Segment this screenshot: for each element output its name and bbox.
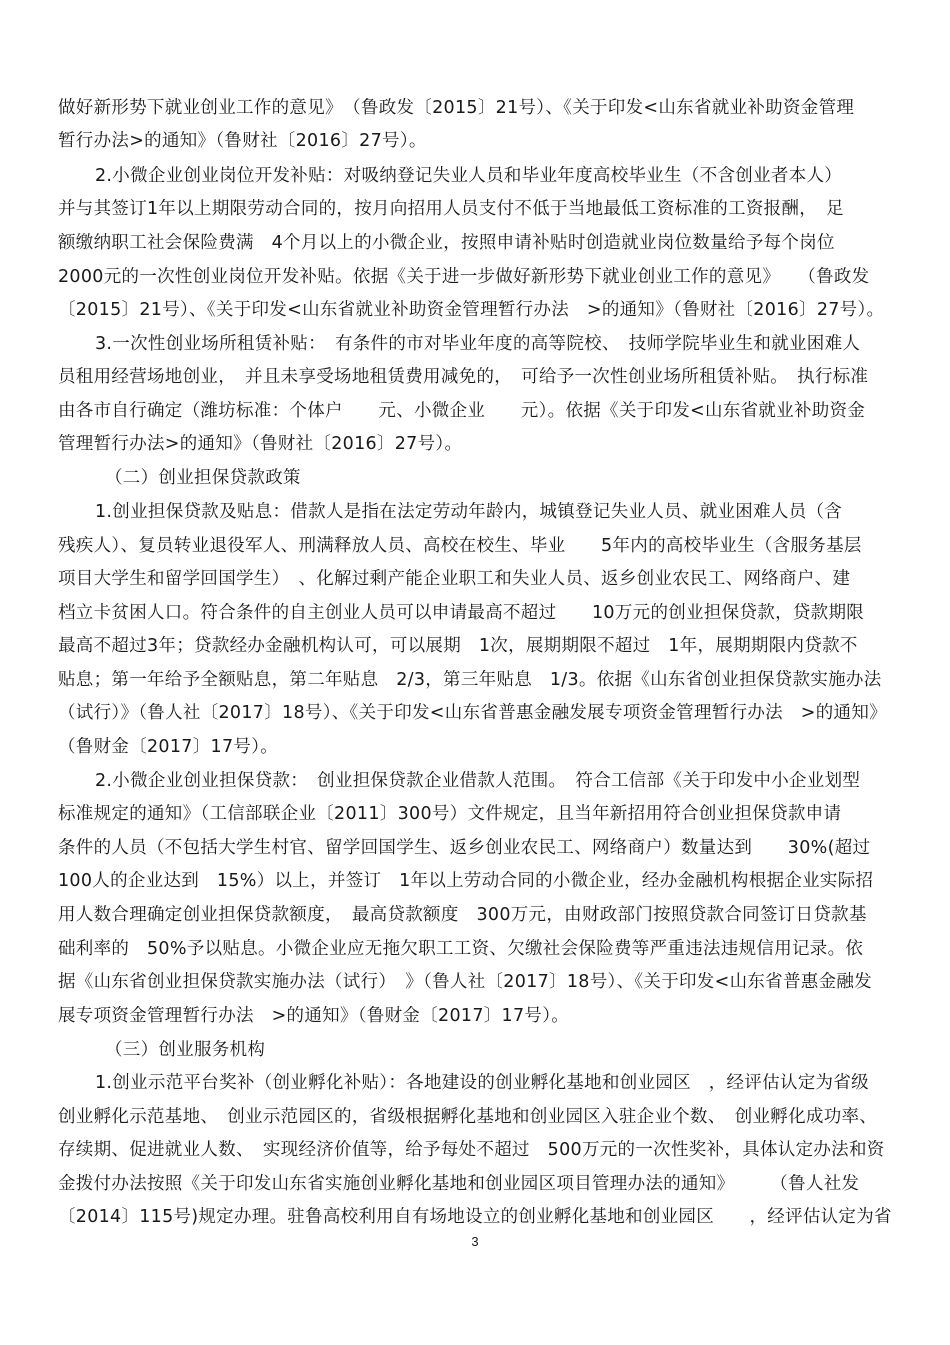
text-line: 2000元的一次性创业岗位开发补贴。依据《关于进一步做好新形势下就业创业工作的意见》 （鲁政发	[58, 267, 870, 287]
text-line: 额缴纳职工社会保险费满 4个月以上的小微企业，按照申请补贴时创造就业岗位数量给予每个岗位	[58, 233, 835, 253]
text-line: 档立卡贫困人口。符合条件的自主创业人员可以申请最高不超过 10万元的创业担保贷款，贷款期限	[58, 603, 865, 623]
text-line: 1.创业示范平台奖补（创业孵化补贴）：各地建设的创业孵化基地和创业园区 ，经评估认定为省级	[95, 1073, 869, 1093]
text-line: 2.小微企业创业担保贷款： 创业担保贷款企业借款人范围。 符合工信部《关于印发中小企业划型	[95, 771, 861, 791]
text-line: 存续期、促进就业人数、 实现经济价值等，给予每处不超过 500万元的一次性奖补，具体认定办法和资	[58, 1140, 885, 1160]
text-line: 展专项资金管理暂行办法 >的通知》（鲁财金〔2017〕17号）。	[58, 1006, 570, 1026]
text-line: 3.一次性创业场所租赁补贴： 有条件的市对毕业年度的高等院校、 技师学院毕业生和就业困难人	[95, 334, 861, 354]
text-line: 〔2014〕115号)规定办理。驻鲁高校利用自有场地设立的创业孵化基地和创业园区 ，经评估认定为省	[58, 1207, 892, 1227]
text-line: 标准规定的通知》（工信部联企业〔2011〕300号）文件规定，且当年新招用符合创业担保贷款申请	[58, 804, 842, 824]
section-heading: （二）创业担保贷款政策	[105, 468, 301, 488]
text-line: 条件的人员（不包括大学生村官、留学回国学生、返乡创业农民工、网络商户）数量达到 30%(超过	[58, 838, 871, 858]
section-heading: （三）创业服务机构	[105, 1040, 266, 1060]
page-number: 3	[471, 1234, 479, 1249]
text-line: 创业孵化示范基地、 创业示范园区的，省级根据孵化基地和创业园区入驻企业个数、 创业孵化成功率、	[58, 1107, 878, 1127]
text-line: （鲁财金〔2017〕17号）。	[58, 737, 279, 757]
text-line: （试行）》（鲁人社〔2017〕18号）、《关于印发<山东省普惠金融发展专项资金管理暂行办法 >的通知》	[58, 703, 887, 723]
text-line: 贴息；第一年给予全额贴息，第二年贴息 2/3，第三年贴息 1/3。依据《山东省创业担保贷款实施办法	[58, 670, 882, 690]
text-line: 残疾人）、复员转业退役军人、刑满释放人员、高校在校生、毕业 5年内的高校毕业生（含服务基层	[58, 536, 862, 556]
text-line: 2.小微企业创业岗位开发补贴：对吸纳登记失业人员和毕业年度高校毕业生（不含创业者本人）	[95, 166, 843, 186]
text-line: 用人数合理确定创业担保贷款额度， 最高贷款额度 300万元，由财政部门按照贷款合同签订日贷款基	[58, 905, 867, 925]
text-line: 由各市自行确定（潍坊标准：个体户 元、小微企业 元）。依据《关于印发<山东省就业补助资金	[58, 401, 866, 421]
text-line: 100人的企业达到 15%）以上，并签订 1年以上劳动合同的小微企业，经办金融机构根据企业实际招	[58, 871, 874, 891]
text-line: 管理暂行办法>的通知》（鲁财社〔2016〕27号）。	[58, 434, 463, 454]
text-line: 项目大学生和留学回国学生） 、化解过剩产能企业职工和失业人员、返乡创业农民工、网络商户、建	[58, 569, 851, 589]
text-line: 础利率的 50%予以贴息。小微企业应无拖欠职工工资、欠缴社会保险费等严重违法违规信用记录。依	[58, 939, 864, 959]
text-line: 金拨付办法按照《关于印发山东省实施创业孵化基地和创业园区项目管理办法的通知》 （鲁人社发	[58, 1174, 860, 1194]
text-line: 做好新形势下就业创业工作的意见》 （鲁政发〔2015〕21号）、《关于印发<山东省就业补助资金管理	[58, 98, 855, 118]
text-line: 暂行办法>的通知》（鲁财社〔2016〕27号）。	[58, 131, 427, 151]
text-line: 〔2015〕21号）、《关于印发<山东省就业补助资金管理暂行办法 >的通知》（鲁财社〔2016〕27号）。	[58, 300, 885, 320]
text-line: 并与其签订1年以上期限劳动合同的，按月向招用人员支付不低于当地最低工资标准的工资报酬， 足	[58, 199, 844, 219]
text-line: 据《山东省创业担保贷款实施办法（试行） 》（鲁人社〔2017〕18号）、《关于印发<山东省普惠金融发	[58, 972, 872, 992]
text-line: 员租用经营场地创业， 并且未享受场地租赁费用减免的， 可给予一次性创业场所租赁补贴。 执行标准	[58, 367, 869, 387]
text-line: 最高不超过3年；贷款经办金融机构认可，可以展期 1次，展期期限不超过 1年，展期期限内贷款不	[58, 636, 858, 656]
text-line: 1.创业担保贷款及贴息：借款人是指在法定劳动年龄内，城镇登记失业人员、就业困难人员（含	[95, 502, 843, 522]
